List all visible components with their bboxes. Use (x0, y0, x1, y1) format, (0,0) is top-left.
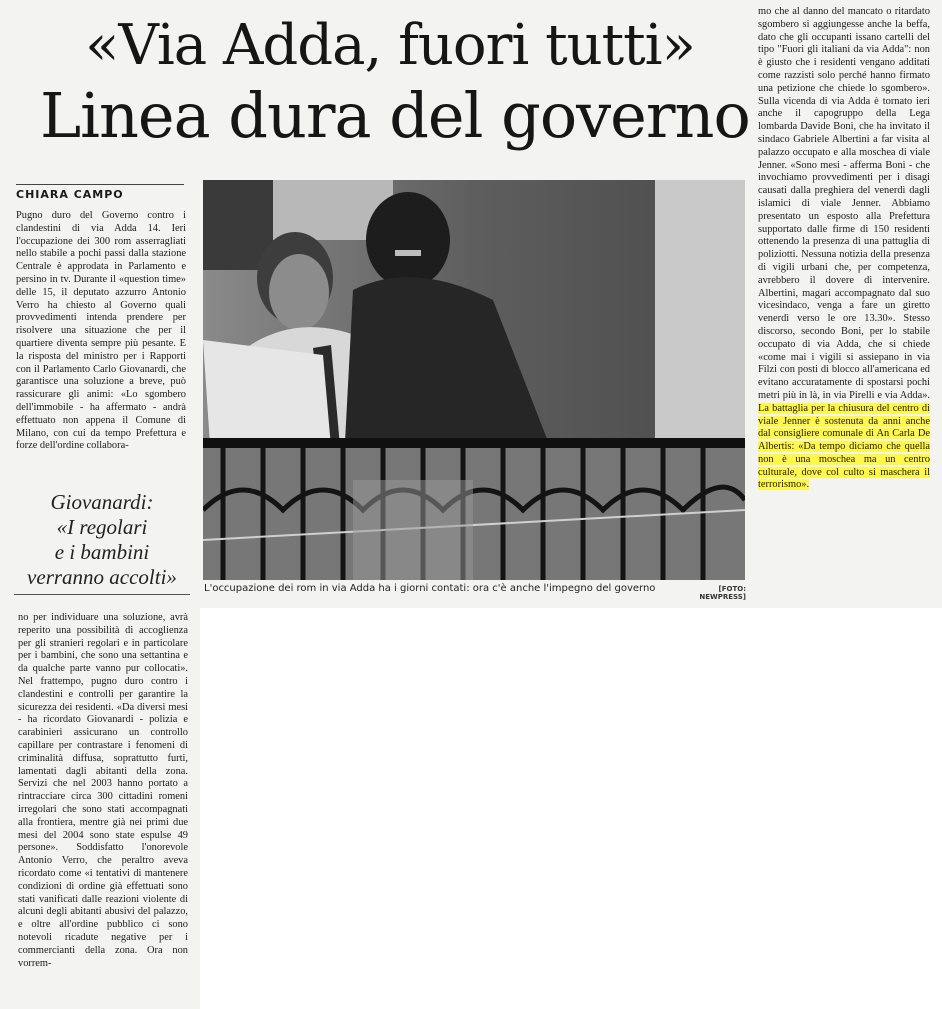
article-column-3 (758, 6, 930, 492)
headline-line-1: «Via Adda, fuori tutti» (85, 13, 695, 78)
article-column-3-text: mo che al danno del mancato o ritardato sgombero si aggiungesse anche la beffa, dato che gli occupanti issano cartelli del tipo "Fuori gli italiani da via Adda": non è giusto che i residenti vengano additati come razzisti solo perché hanno firmato una petizione che chiede lo sgombero». Sulla vicenda di via Adda è tornato ieri anche il capogruppo della Lega lombarda Davide Boni, che ha invitato il sindaco Gabriele Albertini a far visita al palazzo occupato e alla moschea di viale Jenner. «Sono mesi - afferma Boni - che invochiamo provvedimenti per i disagi causati dalla preghiera del venerdì dagli islamici di viale Jenner. Abbiamo presentato un esposto alla Prefettura supportato dalle firme di 150 residenti ottenendo la presenza di una pattuglia di poliziotti. Nessuna notizia della presenza di vigili urbani che, per competenza, avrebbero il dovere di intervenire. Albertini, magari accompagnato dal suo vicesindaco, venga a fare un giretto venerdì verso le ore 13.30». Stesso discorso, secondo Boni, per lo stabile occupato di via Adda, che si chiede «come mai i vigili si assiepano in via Filzi con posti di blocco all'americana ed evitano accuratamente di spostarsi pochi metri più in là, in via Pirelli e via Adda». (758, 6, 930, 401)
photo-caption: L'occupazione dei rom in via Adda ha i giorni contati: ora c'è anche l'impegno del governo (204, 583, 656, 594)
pull-quote (14, 490, 190, 590)
news-photo (203, 180, 745, 580)
pull-quote-line-3: e i bambini (54, 540, 150, 564)
highlighted-passage: La battaglia per la chiusura del centro di viale Jenner è sostenuta da anni anche dal consigliere comunale di An Carla De Albertis: «Da tempo diciamo che quella non è una moschea ma un centro culturale, dove col culto si maschera il terrorismo». (758, 402, 930, 491)
byline: CHIARA CAMPO (16, 184, 184, 201)
photo-credit: [FOTO: NEWPRESS] (699, 585, 746, 601)
article-column-1: Pugno duro del Governo contro i clandestini di via Adda 14. Ieri l'occupazione dei 300 rom asserragliati nello stabile a pochi passi dalla stazione Centrale è approdata in Parlamento e persino in tv. Durante il «question time» delle 15, il deputato azzurro Antonio Verro ha chiesto al Governo quali provvedimenti intenda prendere per risolvere una situazione che per il quartiere diventa sempre più pesante. E la risposta del ministro per i Rapporti con il Parlamento Carlo Giovanardi, che garantisce una soluzione a breve, può rassicurare gli animi: «Lo sgombero dell'immobile - ha affermato - andrà effettuato non appena il Comune di Milano, con cui da tempo Prefettura e forze dell'ordine collabora- (16, 210, 186, 452)
article-column-4: no per individuare una soluzione, avrà reperito una possibilità di accoglienza per gli stranieri regolari e in particolare per i bambini, che sono una settantina e da qualche parte vanno pur collocati». Nel frattempo, pugno duro contro i clandestini e controlli per garantire la sicurezza dei residenti. «Da diversi mesi - ha ricordato Giovanardi - polizia e carabinieri assicurano un controllo capillare per contrastare i fenomeni di criminalità diffusa, soprattutto furti, lamentati dagli abitanti della zona. Servizi che nel 2003 hanno portato a rintracciare circa 300 cittadini romeni irregolari che sono stati accompagnati alla frontiera, mentre già nei primi due mesi del 2004 sono state espulse 49 persone». Soddisfatto l'onorevole Antonio Verro, che peraltro aveva ricordato come «i tentativi di mantenere condizioni di ordine già effettuati sono stati vanificati dalle reazioni violente di alcuni degli abitanti abusivi del palazzo, e oltre all'ordine pubblico ci sono notevoli ricadute negative per i commercianti della zona. Ora non vorrem- (18, 612, 188, 969)
news-photo-illustration (203, 180, 745, 580)
pull-quote-rule (14, 594, 190, 595)
headline-line-2: Linea dura del governo (40, 79, 750, 152)
pull-quote-line-4: verranno accolti» (27, 565, 177, 589)
pull-quote-line-1: Giovanardi: (50, 490, 154, 514)
pull-quote-line-2: «I regolari (56, 515, 148, 539)
